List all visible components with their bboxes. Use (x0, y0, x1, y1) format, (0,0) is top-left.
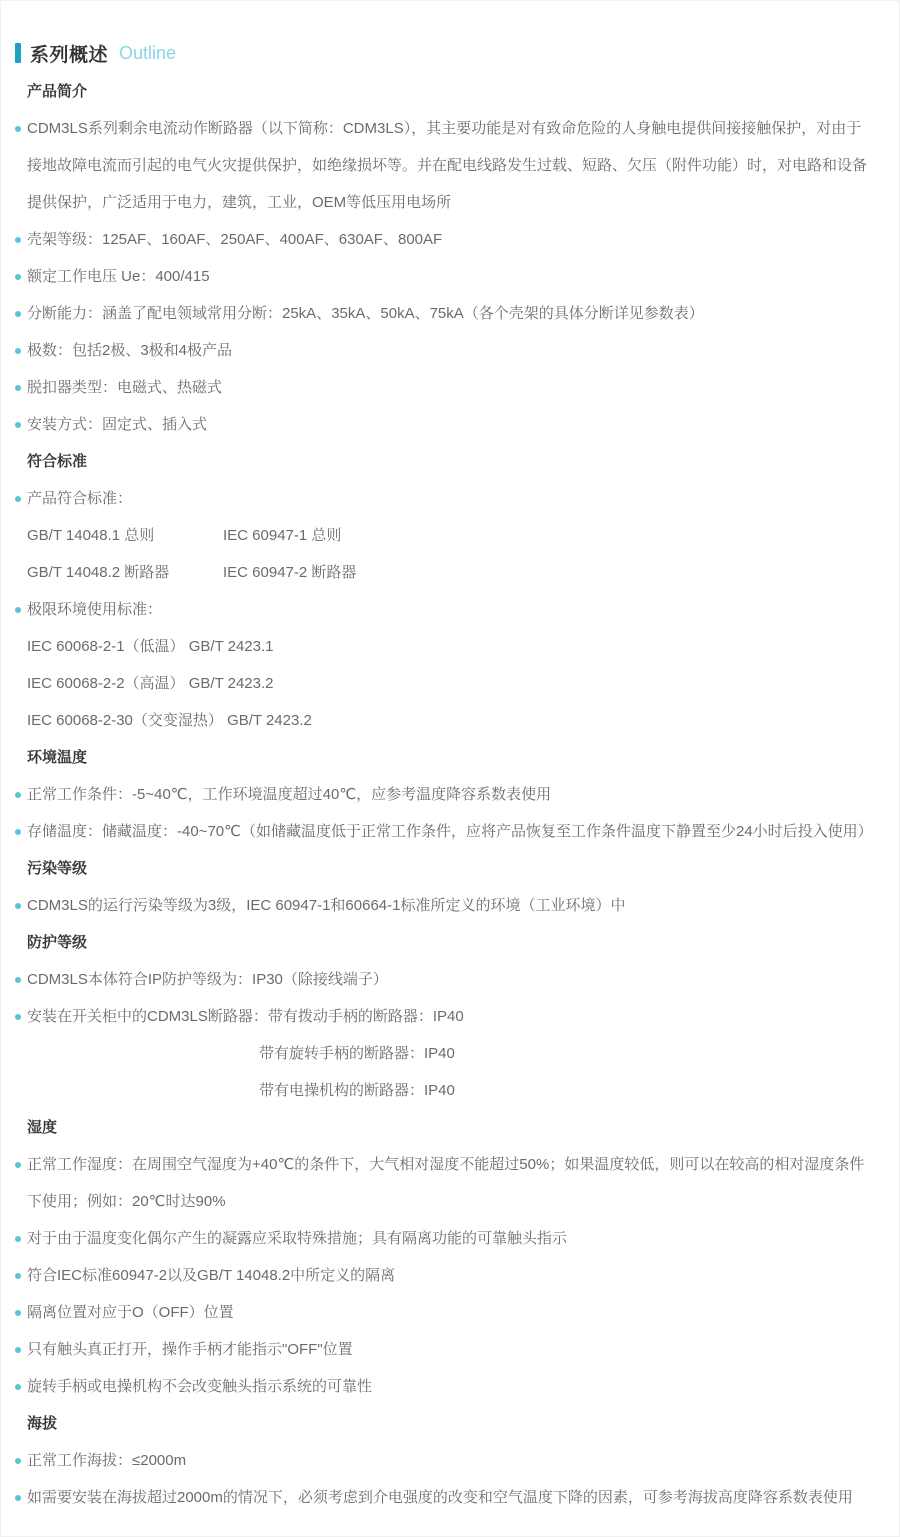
plain-item (15, 665, 871, 702)
item-text: 旋转手柄或电操机构不会改变触头指示系统的可靠性 (27, 1378, 373, 1395)
item-text: 脱扣器类型：电磁式、热磁式 (27, 379, 223, 396)
item-text: 符合IEC标准60947-2以及GB/T 14048.2中所定义的隔离 (27, 1267, 396, 1284)
bullet-item (15, 1146, 871, 1220)
item-text: 分断能力：涵盖了配电领域常用分断：25kA、35kA、50kA、75kA（各个壳架的具体分断详见参数表） (27, 305, 704, 322)
section-heading: 产品简介 (27, 83, 88, 100)
bullet-dot-icon (15, 1310, 21, 1316)
item-text: IEC 60068-2-30（交变湿热） GB/T 2423.2 (27, 712, 312, 729)
bullet-dot-icon (15, 422, 21, 428)
indent-item (15, 1035, 871, 1072)
item-text: 极限环境使用标准： (27, 601, 163, 618)
bullet-item (15, 887, 871, 924)
bullet-item (15, 221, 871, 258)
bullet-item (15, 258, 871, 295)
bullet-dot-icon (15, 903, 21, 909)
accent-bar-icon (15, 43, 21, 63)
item-text: 正常工作海拔：≤2000m (27, 1452, 187, 1469)
item-text: 额定工作电压 Ue：400/415 (27, 268, 210, 285)
bullet-dot-icon (15, 385, 21, 391)
item-text: 安装方式：固定式、插入式 (27, 416, 208, 433)
bullet-item (15, 591, 871, 628)
bullet-item (15, 1331, 871, 1368)
bullet-dot-icon (15, 1347, 21, 1353)
bullet-item (15, 110, 871, 221)
bullet-item (15, 332, 871, 369)
standards-pair-row (15, 517, 871, 554)
item-text: IEC 60068-2-2（高温） GB/T 2423.2 (27, 675, 274, 692)
item-text: CDM3LS的运行污染等级为3级，IEC 60947-1和60664-1标准所定义的环境（工业环境）中 (27, 897, 626, 914)
bullet-dot-icon (15, 348, 21, 354)
section-heading: 符合标准 (27, 453, 88, 470)
plain-item (15, 628, 871, 665)
standard-gb-label: GB/T 14048.1 总则 (27, 527, 155, 544)
bullet-item (15, 295, 871, 332)
section-heading: 海拔 (27, 1415, 58, 1432)
bullet-dot-icon (15, 607, 21, 613)
page-subtitle: Outline (119, 42, 177, 63)
bullet-dot-icon (15, 1384, 21, 1390)
bullet-dot-icon (15, 1236, 21, 1242)
item-text: 只有触头真正打开，操作手柄才能指示"OFF"位置 (27, 1341, 353, 1358)
bullet-item (15, 480, 871, 517)
section-heading: 防护等级 (27, 934, 88, 951)
item-text: IEC 60068-2-1（低温） GB/T 2423.1 (27, 638, 274, 655)
item-text: 正常工作湿度：在周围空气湿度为+40℃的条件下，大气相对湿度不能超过50%；如果温度较低，则可以在较高的相对湿度条件下使用；例如：20℃时达90% (27, 1156, 865, 1210)
item-text: 壳架等级：125AF、160AF、250AF、400AF、630AF、800AF (27, 231, 443, 248)
item-text: 对于由于温度变化偶尔产生的凝露应采取特殊措施；具有隔离功能的可靠触头指示 (27, 1230, 568, 1247)
bullet-dot-icon (15, 237, 21, 243)
item-text: 如需要安装在海拔超过2000m的情况下，必须考虑到介电强度的改变和空气温度下降的因素，可参考海拔高度降容系数表使用 (27, 1489, 853, 1506)
indent-item (15, 1072, 871, 1109)
section-heading: 污染等级 (27, 860, 88, 877)
item-text: 安装在开关柜中的CDM3LS断路器：带有拨动手柄的断路器：IP40 (27, 1008, 464, 1025)
standards-pair-row (15, 554, 871, 591)
standard-iec-label: IEC 60947-1 总则 (223, 527, 342, 544)
section-heading: 湿度 (27, 1119, 58, 1136)
standard-gb-label: GB/T 14048.2 断路器 (27, 564, 170, 581)
bullet-dot-icon (15, 977, 21, 983)
bullet-item (15, 1294, 871, 1331)
bullet-item (15, 813, 871, 850)
standard-iec-label: IEC 60947-2 断路器 (223, 564, 357, 581)
bullet-dot-icon (15, 1014, 21, 1020)
bullet-item (15, 1442, 871, 1479)
bullet-dot-icon (15, 829, 21, 835)
bullet-item (15, 1368, 871, 1405)
bullet-dot-icon (15, 1495, 21, 1501)
item-text: 产品符合标准： (27, 490, 133, 507)
plain-item (15, 702, 871, 739)
bullet-item (15, 776, 871, 813)
item-text: 隔离位置对应于O（OFF）位置 (27, 1304, 234, 1321)
bullet-item (15, 369, 871, 406)
bullet-dot-icon (15, 496, 21, 502)
bullet-dot-icon (15, 1458, 21, 1464)
item-text: CDM3LS系列剩余电流动作断路器（以下简称：CDM3LS），其主要功能是对有致命危险的人身触电提供间接接触保护，对由于接地故障电流而引起的电气火灾提供保护，如绝缘损坏等。并在配电线路发生过载、短路、欠压（附件功能）时，对电路和设备提供保护，广泛适用于电力，建筑，工业，OEM等低压用电场所 (27, 120, 868, 211)
bullet-dot-icon (15, 311, 21, 317)
bullet-item (15, 1479, 871, 1516)
item-text: 带有旋转手柄的断路器：IP40 (259, 1045, 455, 1062)
item-text: CDM3LS本体符合IP防护等级为：IP30（除接线端子） (27, 971, 388, 988)
section-heading: 环境温度 (27, 749, 88, 766)
bullet-dot-icon (15, 792, 21, 798)
bullet-dot-icon (15, 1162, 21, 1168)
item-text: 存储温度：储藏温度：-40~70℃（如储藏温度低于正常工作条件，应将产品恢复至工作条件温度下静置至少24小时后投入使用） (27, 823, 873, 840)
bullet-item (15, 406, 871, 443)
bullet-item (15, 998, 871, 1035)
bullet-dot-icon (15, 126, 21, 132)
item-text: 正常工作条件：-5~40℃，工作环境温度超过40℃，应参考温度降容系数表使用 (27, 786, 552, 803)
bullet-dot-icon (15, 274, 21, 280)
bullet-item (15, 1257, 871, 1294)
bullet-dot-icon (15, 1273, 21, 1279)
item-text: 带有电操机构的断路器：IP40 (259, 1082, 455, 1099)
page-title: 系列概述 (30, 44, 109, 66)
document-content (1, 67, 899, 1536)
page-header (1, 1, 899, 67)
bullet-item (15, 1220, 871, 1257)
item-text: 极数：包括2极、3极和4极产品 (27, 342, 233, 359)
bullet-item (15, 961, 871, 998)
